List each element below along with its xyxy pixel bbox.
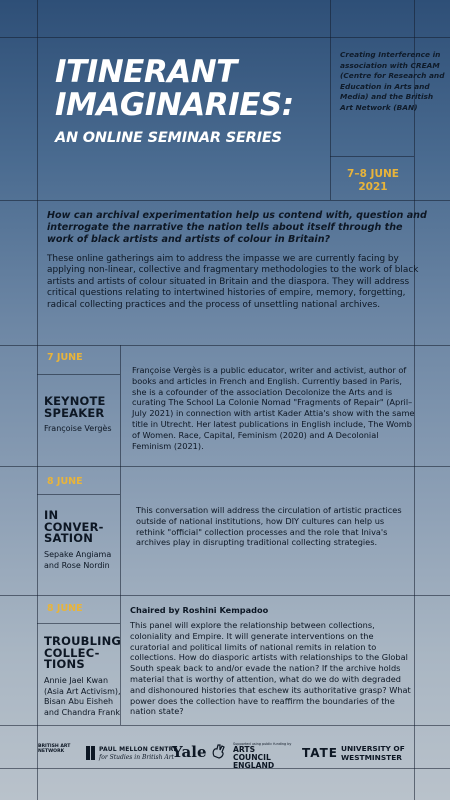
event-dates: 7–8 JUNE 2021 <box>347 168 399 193</box>
grid-line <box>37 494 120 495</box>
title-line: ITINERANT <box>55 54 237 90</box>
westminster-line2: WESTMINSTER <box>341 752 402 762</box>
arts-council-line2: ENGLAND <box>233 761 275 771</box>
grid-line <box>0 200 450 201</box>
paul-mellon-line1: PAUL MELLON CENTRE <box>99 746 178 753</box>
session-description: Françoise Vergès is a public educator, writer and activist, author of books and articles in French and English. Currently based in Paris, she is a cofounder of the association Decolonize the Arts and is curating The School La Colonie Nomad "Fragments of Repair" (April–July 2021) in connection with artist Kader Attia's show with the same title in Utrecht. Her latest publications in English include, The Womb of Women. Race, Capital, Feminism (2020) and A Decolonial Feminism (2021). <box>132 365 415 451</box>
tate-logo: TATE <box>302 746 338 760</box>
session-description: This conversation will address the circulation of artistic practices outside of national institutions, how DIY cultures can help us rethink "official" collection processes and the role that Iniva's archives play in disrupting traditional collecting strategies. <box>136 505 402 548</box>
grid-line <box>37 623 120 624</box>
grid-line <box>37 374 120 375</box>
grid-line <box>0 345 450 346</box>
arts-council-note: Supported using public funding by <box>233 742 292 746</box>
session-day: 8 JUNE <box>47 603 83 614</box>
yale-logo: Yale <box>172 743 207 761</box>
sponsor-logos <box>38 742 408 771</box>
grid-line <box>0 466 450 467</box>
university-of-westminster-logo <box>341 745 411 762</box>
grid-line <box>37 0 38 800</box>
session-speakers: Annie Jael Kwan (Asia Art Activism), Bisan Abu Eisheh and Chandra Frank <box>44 676 121 717</box>
session-day: 7 JUNE <box>47 352 83 363</box>
session-description: This panel will explore the relationship between collections, coloniality and Empire. It will generate interventions on the curatorial and political limits of national remits in relation to collections. How do diasporic artists with relationships to the Global South speak back to and/or evade the nation? If the archive holds material that is worthy of attention, what do we do with degraded and dishonoured histories that eschew its authoritative grasp? What power does the collection have to reaffirm the boundaries of the nation state? <box>130 620 411 717</box>
grid-line <box>0 725 450 726</box>
session-chair: Chaired by Roshini Kempadoo <box>130 605 269 615</box>
grid-line <box>0 768 450 769</box>
session-title: IN CONVER-SATION <box>44 508 104 545</box>
grid-line <box>0 37 450 38</box>
session-speakers: Sepake Angiama and Rose Nordin <box>44 550 112 570</box>
session-speakers: Françoise Vergès <box>44 424 112 433</box>
westminster-line1: UNIVERSITY OF <box>341 744 405 753</box>
arts-council-logo <box>233 742 293 771</box>
page-title <box>55 56 320 122</box>
page-subtitle: AN ONLINE SEMINAR SERIES <box>55 130 282 146</box>
lottery-hand-icon <box>210 742 228 762</box>
title-line: IMAGINARIES: <box>55 87 294 123</box>
intro-body: These online gatherings aim to address the impasse we are currently facing by applying non-linear, collective and fragmentary methodologies to the work of black artists and artists of colour situated in Britain and the diaspora. They will address critical questions relating to intertwined histories of empire, memory, forgetting, radical collecting practices and the process of unsettling national archives. <box>47 254 419 310</box>
paul-mellon-mark-icon <box>86 746 96 760</box>
arts-council-line1: ARTS COUNCIL <box>233 745 271 763</box>
british-art-network-logo: BRITISH ART NETWORK <box>38 744 71 755</box>
session-title: TROUBLING COLLEC-TIONS <box>44 634 122 671</box>
session-title: KEYNOTE SPEAKER <box>44 394 106 420</box>
grid-line <box>330 156 414 157</box>
grid-line <box>330 0 331 200</box>
session-day: 8 JUNE <box>47 476 83 487</box>
collaboration-credit: Creating Interference in association with CREAM (Centre for Research and Education in Arts and Media) and the British Art Network (BAN) <box>340 50 445 112</box>
paul-mellon-line2: for Studies in British Art <box>99 754 174 761</box>
lottery-funded-icon <box>210 742 228 766</box>
intro-question: How can archival experimentation help us contend with, question and interrogate the narrative the nation tells about itself through the work of black artists and artists of colour in Britain? <box>47 210 427 245</box>
grid-line <box>0 595 450 596</box>
